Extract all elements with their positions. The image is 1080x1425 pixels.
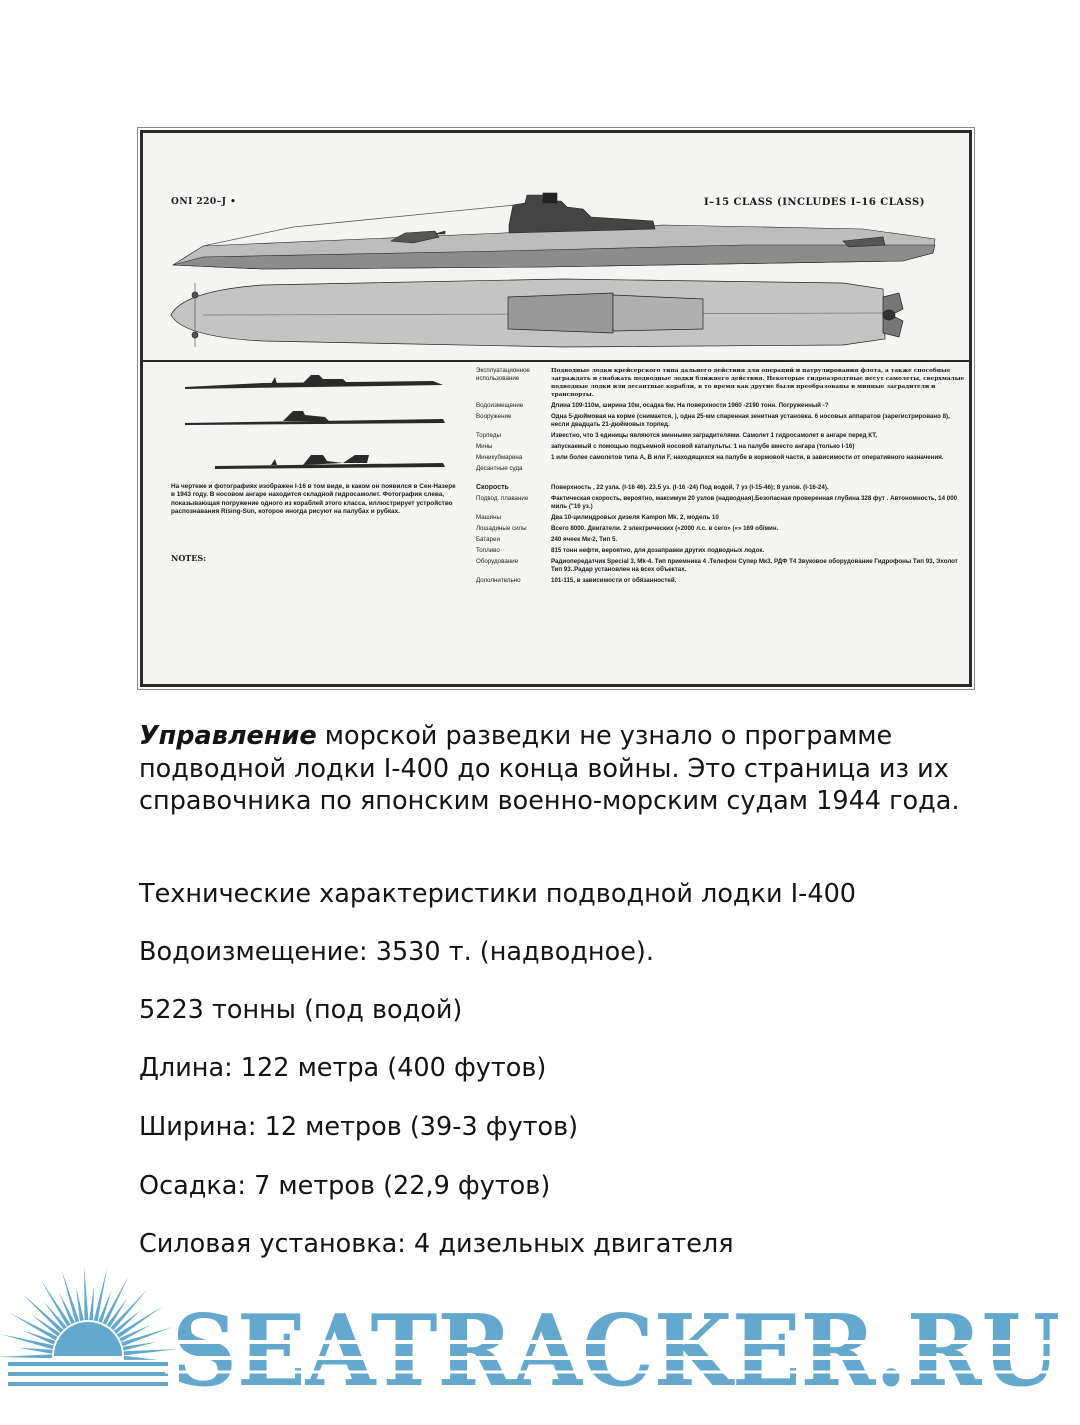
sheet-header-right: I–15 CLASS (INCLUDES I–16 CLASS) xyxy=(703,197,925,208)
spec-key: Скорость xyxy=(476,484,509,491)
watermark-text: SEATRACKER.RU xyxy=(172,1294,1060,1409)
spec-length: Длина: 122 метра (400 футов) xyxy=(139,1053,547,1083)
spec-value: Поверхность , 22 узла. (I-16 46). 23.5 уз. (I-16 -24) Под водой, 7 уз (I-15-46); 8 узлов. (I-16-24). xyxy=(551,484,829,491)
spec-row xyxy=(476,547,968,558)
spec-row xyxy=(476,558,968,577)
sheet-notes-label: NOTES: xyxy=(171,553,207,563)
submarine-top-view xyxy=(171,279,903,347)
spec-key: Эксплуатационное использование xyxy=(476,367,530,382)
spec-value: 1 или более самолетов типа A, B или F, находящихся на палубе в кормовой части, в зависимости от оперативного назначения. xyxy=(551,454,944,461)
spec-key: Оборудование xyxy=(476,558,519,565)
spec-row xyxy=(476,432,968,443)
intro-paragraph xyxy=(139,720,1019,818)
spec-row xyxy=(476,536,968,547)
spec-displacement-surface: Водоизмещение: 3530 т. (надводное). xyxy=(139,937,654,967)
spec-value: 815 тонн нефти, вероятно, для дозаправки других подводных лодок. xyxy=(551,547,765,554)
spec-row xyxy=(476,367,968,402)
spec-key: Водоизмещение xyxy=(476,402,524,409)
spec-key: Миникубмарина xyxy=(476,454,523,461)
sheet-caption: На чертеже и фотографиях изображен I-16 в том виде, в каком он появился в Сен-Назере в 1943 году. В носовом ангаре находится складной гидросамолет. Фотография слева, показывающая погружение одного из кораблей этого класса, иллюстрирует устройство распознавания Rising-Sun, которое иногда рисуют на палубах и рубках. xyxy=(171,483,456,516)
submarine-silhouettes xyxy=(185,375,445,469)
spec-draft: Осадка: 7 метров (22,9 футов) xyxy=(139,1171,551,1201)
watermark-logo xyxy=(0,1262,1080,1425)
spec-value xyxy=(551,465,968,484)
spec-row xyxy=(476,402,968,413)
spec-value: Два 10-цилиндровых дизеля Kampon Mk. 2, модель 10 xyxy=(551,514,719,521)
spec-row xyxy=(476,413,968,432)
submarine-side-profile xyxy=(173,193,935,269)
spec-key: Десантные суда xyxy=(476,465,523,472)
specs-title: Технические характеристики подводной лодки I-400 xyxy=(139,879,857,909)
spec-key: Топливо xyxy=(476,547,500,554)
spec-row xyxy=(476,454,968,465)
article-body xyxy=(139,720,1019,1259)
spec-row xyxy=(476,525,968,536)
spec-value: Всего 8000. Двигатели. 2 электрических («2000 л.с. в сего» («» 169 об/мин. xyxy=(551,525,779,532)
spec-key: Лошадиные силы xyxy=(476,525,527,532)
sheet-header-left: ONI 220–J • xyxy=(171,197,237,207)
spec-value: Одна 5-дюймовая на корме (снимается, ), одна 25-мм спаренная зенитная установка. 6 носовых аппаратов (зарегистрировано 8), несли двадцать 21-дюймовых торпед. xyxy=(551,413,950,428)
spec-key: Мины xyxy=(476,443,493,450)
spec-beam: Ширина: 12 метров (39-3 футов) xyxy=(139,1112,579,1142)
spec-value: Подводные лодки крейсерского типа дальнего действия для операций и патрулирования флота, а также способные заграждать и снабжать подводные лодки ближнего действия. Некоторые гидроаэродтные несут самолеты, сверхмалые подводные лодки или десантные корабли, в то время как другие были преобразованы в минные заградители и транспорты. xyxy=(551,368,965,398)
spec-value: Фактическая скорость, вероятно, максимум 20 узлов (надводная).Безопасная проверенная глубина 328 фут . Автономность, 14 000 миль ("16 уз.) xyxy=(551,495,958,510)
intro-lead-word: Управление xyxy=(139,721,317,751)
spec-value: Радиопередатчик Special 3, Mk-4. Тип приемника 4 .Телефон Супер Мк3. РДФ Т4 Звуковое оборудование Гидрофоны Тип 93, Эхолот Тип 93..Радар установлен на всех объектах. xyxy=(551,558,958,573)
spec-row xyxy=(476,514,968,525)
spec-row xyxy=(476,484,968,495)
spec-row xyxy=(476,465,968,484)
intro-text: морской разведки не узнало о программе подводной лодки I-400 до конца войны. Это страница из их справочника по японским военно-морским судам 1944 года. xyxy=(139,721,960,816)
spec-key: Дополнительно xyxy=(476,577,521,584)
spec-displacement-submerged: 5223 тонны (под водой) xyxy=(139,995,463,1025)
spec-row xyxy=(476,495,968,514)
spec-key: Торпеды xyxy=(476,432,501,439)
spec-powerplant: Силовая установка: 4 дизельных двигателя xyxy=(139,1229,734,1259)
oni-reference-sheet xyxy=(140,130,972,687)
spec-value: Длина 109-110м, ширина 10м, осадка 6м. На поверхности 1960 -2190 тонн. Погруженный -? xyxy=(551,402,829,409)
sheet-spec-table xyxy=(476,367,968,588)
spec-value: запускаемый с помощью подъемной носовой катапульты. 1 на палубе вместо ангара (только I-16) xyxy=(551,443,855,450)
site-watermark xyxy=(0,1262,1080,1425)
sheet-divider xyxy=(143,360,969,362)
spec-key: Вооружение xyxy=(476,413,512,420)
spec-key: Батареи xyxy=(476,536,500,543)
spec-row xyxy=(476,577,968,588)
spec-key: Подвод. плавание xyxy=(476,495,529,502)
spec-value: 101-115, в зависимости от обязанностей. xyxy=(551,577,677,584)
spec-value: 240 ячеек Мк-2, Тип 5. xyxy=(551,536,618,543)
spec-key: Машины xyxy=(476,514,501,521)
spec-row xyxy=(476,443,968,454)
spec-value: Известно, что 3 единицы являются минными заградителями. Самолет 1 гидросамолет в ангаре перед КТ, xyxy=(551,432,878,439)
